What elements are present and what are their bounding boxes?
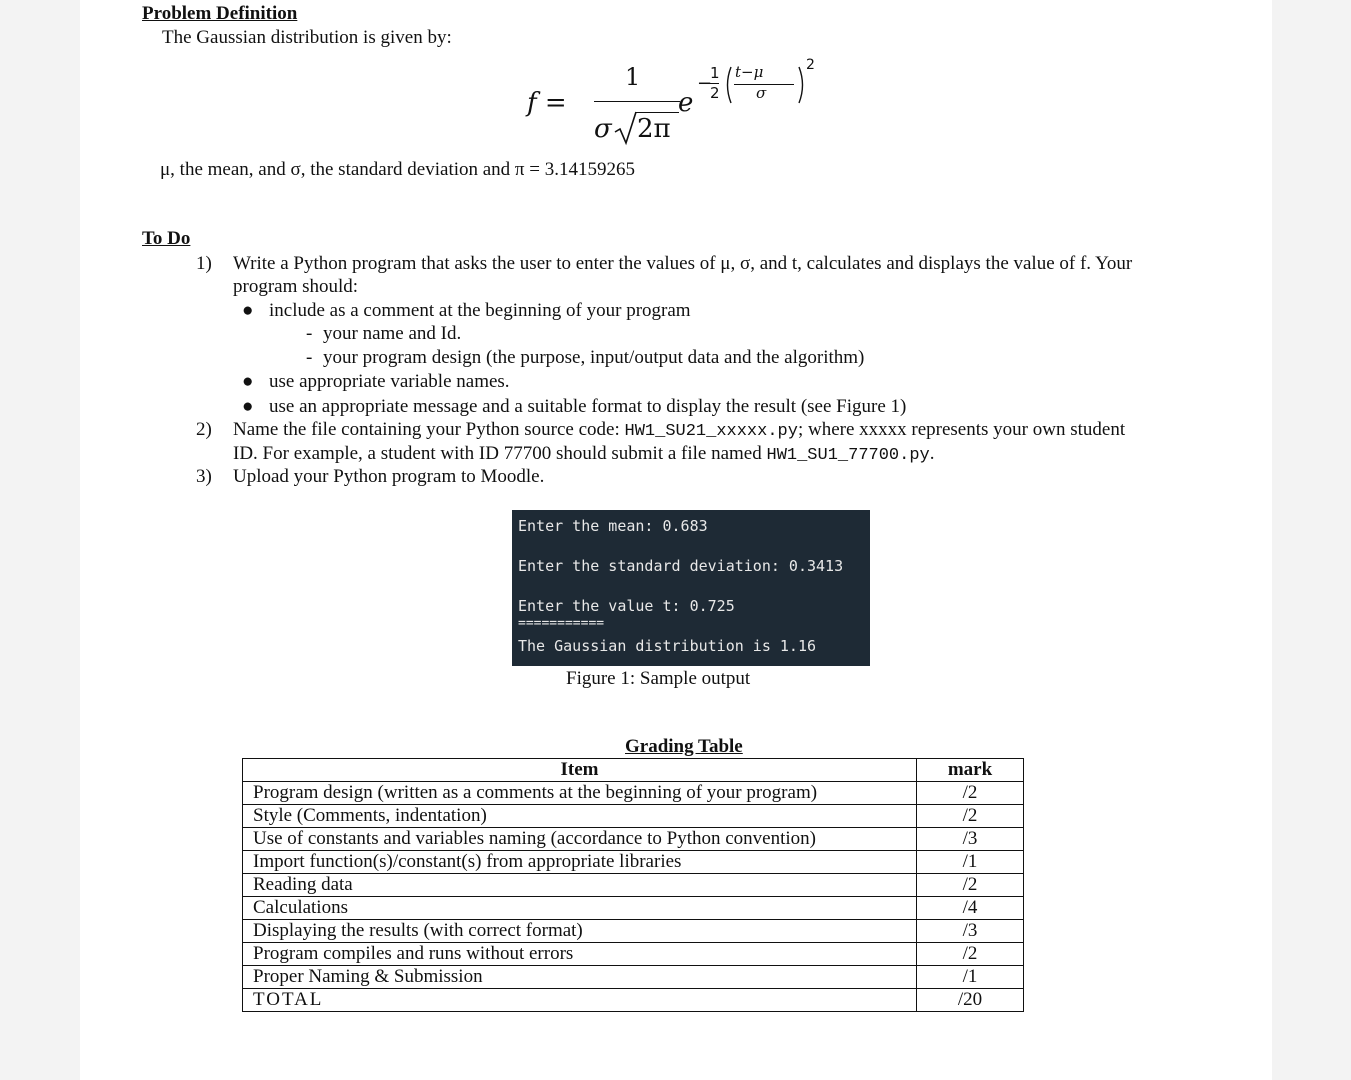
terminal-line-t: Enter the value t: 0.725 — [518, 597, 735, 615]
grade-mark-cell: /2 — [917, 874, 1024, 897]
formula-base: e — [678, 88, 694, 118]
sqrt-overline — [635, 112, 679, 113]
problem-intro: The Gaussian distribution is given by: — [162, 27, 452, 48]
bullet3-text: use an appropriate message and a suitable format to display the result (see Figure 1) — [269, 396, 907, 417]
table-row — [243, 989, 1024, 1012]
grade-item-cell: Reading data — [243, 874, 917, 897]
item2-filename-pattern: HW1_SU21_xxxxx.py — [624, 422, 798, 441]
item3-number: 3) — [196, 466, 212, 487]
formula-numerator: 1 — [625, 63, 641, 91]
exp-sign: − — [697, 73, 713, 94]
item2-filename-example: HW1_SU1_77700.py — [766, 446, 930, 465]
table-row — [243, 782, 1024, 805]
item1-line1: Write a Python program that asks the user to enter the values of μ, σ, and t, calculates and displays the value of f. Your — [233, 253, 1133, 274]
grade-item-cell: Import function(s)/constant(s) from appropriate libraries — [243, 851, 917, 874]
item2-text-a: Name the file containing your Python source code: — [233, 419, 625, 440]
grading-title: Grading Table — [625, 736, 743, 757]
document-page — [80, 0, 1272, 1080]
bullet2-text: use appropriate variable names. — [269, 371, 510, 392]
grade-item-cell: Program design (written as a comments at the beginning of your program) — [243, 782, 917, 805]
todo-heading: To Do — [142, 228, 191, 249]
dash-icon: - — [306, 347, 313, 368]
terminal-line-result: The Gaussian distribution is 1.16 — [518, 637, 817, 655]
formula-fraction-bar — [594, 101, 680, 102]
exp-inner-den: σ — [756, 84, 767, 102]
terminal-line-std: Enter the standard deviation: 0.3413 — [518, 557, 844, 575]
table-row — [243, 966, 1024, 989]
item2-text-c: ID. For example, a student with ID 77700 should submit a file named — [233, 443, 767, 464]
sub2-text: your program design (the purpose, input/output data and the algorithm) — [323, 347, 865, 368]
grade-mark-cell: /3 — [917, 828, 1024, 851]
item1-number: 1) — [196, 253, 212, 274]
table-row — [243, 920, 1024, 943]
item2-text-d: . — [929, 443, 935, 464]
grading-table-body — [243, 782, 1024, 1012]
item2-line2 — [233, 442, 934, 467]
dash-icon: - — [306, 323, 313, 344]
formula-definition: μ, the mean, and σ, the standard deviation and π = 3.14159265 — [160, 159, 635, 180]
table-row — [243, 943, 1024, 966]
item3-text: Upload your Python program to Moodle. — [233, 466, 545, 487]
problem-heading: Problem Definition — [142, 3, 298, 24]
grade-mark-cell: /2 — [917, 782, 1024, 805]
exp-power: 2 — [806, 57, 815, 73]
sub1-text: your name and Id. — [323, 323, 462, 344]
grade-mark-cell: /1 — [917, 966, 1024, 989]
exp-frac-num: 1 — [710, 64, 720, 82]
table-row — [243, 874, 1024, 897]
grade-item-cell: TOTAL — [243, 989, 917, 1012]
exp-inner-num: t−μ — [735, 63, 764, 81]
table-row — [243, 897, 1024, 920]
grade-mark-cell: /1 — [917, 851, 1024, 874]
table-row — [243, 828, 1024, 851]
grade-mark-cell: /3 — [917, 920, 1024, 943]
grade-item-cell: Style (Comments, indentation) — [243, 805, 917, 828]
exp-frac-den: 2 — [710, 84, 720, 102]
grading-table — [242, 758, 1024, 1012]
grade-item-cell: Use of constants and variables naming (accordance to Python convention) — [243, 828, 917, 851]
grade-mark-cell: /2 — [917, 943, 1024, 966]
formula-lhs: f = — [527, 88, 567, 118]
sample-output-terminal — [512, 510, 870, 666]
grade-mark-cell: /4 — [917, 897, 1024, 920]
table-row — [243, 805, 1024, 828]
sqrt-sign-icon — [614, 110, 638, 146]
grade-item-cell: Calculations — [243, 897, 917, 920]
column-header-item: Item — [243, 759, 917, 782]
table-row — [243, 851, 1024, 874]
grade-mark-cell: /20 — [917, 989, 1024, 1012]
terminal-line-mean: Enter the mean: 0.683 — [518, 517, 708, 535]
item2-text-b: ; where xxxxx represents your own student — [797, 419, 1126, 440]
item1-line2: program should: — [233, 276, 359, 297]
bullet-icon: ● — [242, 300, 254, 321]
item2-number: 2) — [196, 419, 212, 440]
grade-item-cell: Proper Naming & Submission — [243, 966, 917, 989]
formula-root: 2π — [637, 114, 671, 144]
bullet-icon: ● — [242, 396, 254, 417]
terminal-separator: =========== — [518, 616, 605, 631]
bullet-icon: ● — [242, 371, 254, 392]
column-header-mark: mark — [917, 759, 1024, 782]
figure-caption: Figure 1: Sample output — [566, 668, 751, 689]
formula-sigma: σ — [594, 114, 612, 144]
item2-line1 — [233, 418, 1125, 443]
table-header-row — [243, 759, 1024, 782]
bullet1-text: include as a comment at the beginning of your program — [269, 300, 691, 321]
grade-item-cell: Displaying the results (with correct format) — [243, 920, 917, 943]
grade-item-cell: Program compiles and runs without errors — [243, 943, 917, 966]
grade-mark-cell: /2 — [917, 805, 1024, 828]
